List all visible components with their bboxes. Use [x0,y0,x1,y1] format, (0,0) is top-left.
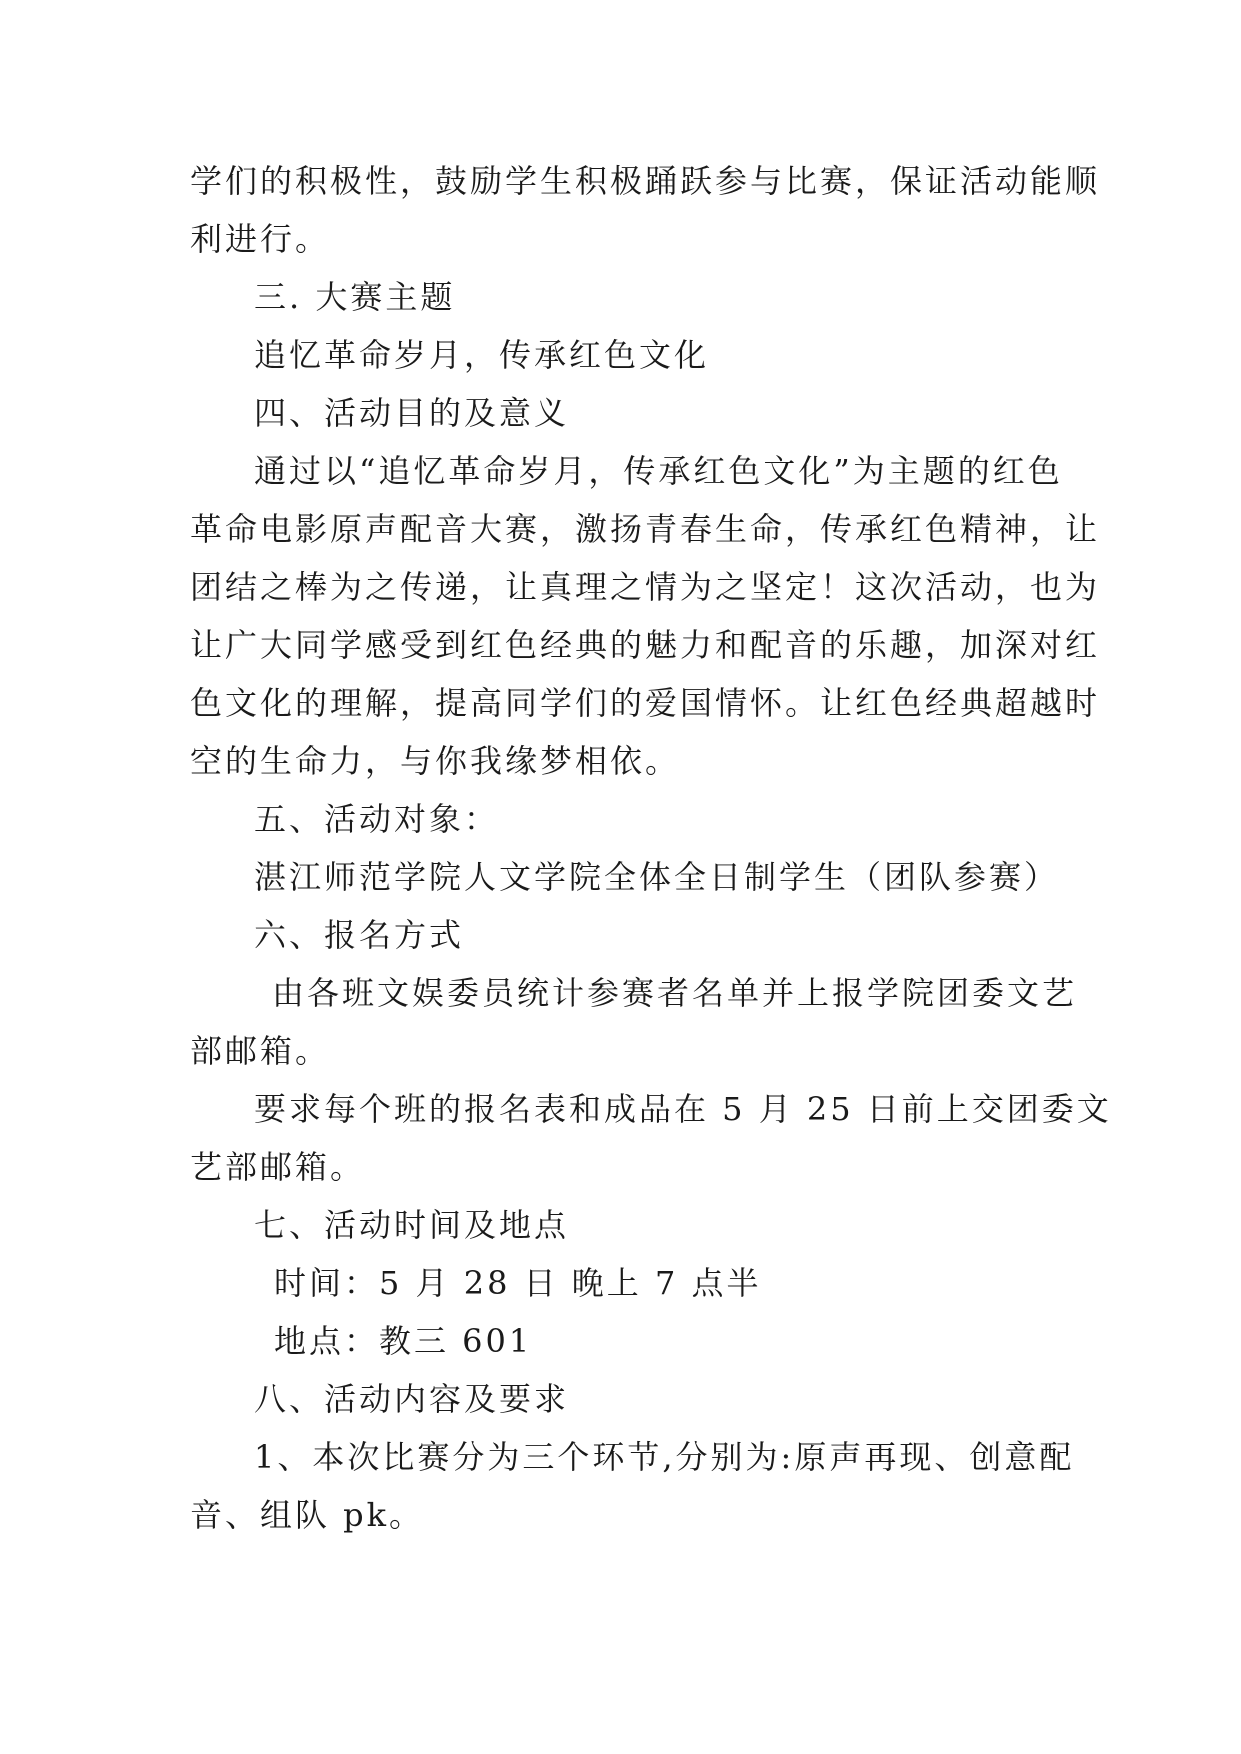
paragraph-line: 空的生命力，与你我缘梦相依。 [190,742,681,780]
paragraph-line: 音、组队 pk。 [190,1496,425,1534]
section-heading-3: 三. 大赛主题 [254,278,456,316]
participants-text: 湛江师范学院人文学院全体全日制学生（团队参赛） [254,858,1060,896]
paragraph-line: 要求每个班的报名表和成品在 5 月 25 日前上交团委文 [254,1090,1112,1128]
paragraph-line: 通过以“追忆革命岁月，传承红色文化”为主题的红色 [254,452,1063,490]
paragraph-line: 革命电影原声配音大赛，激扬青春生命，传承红色精神，让 [190,510,1101,548]
section-heading-4: 四、活动目的及意义 [254,394,570,432]
paragraph-line: 团结之棒为之传递，让真理之情为之坚定！这次活动，也为 [190,568,1101,606]
section-heading-5: 五、活动对象： [254,800,500,838]
paragraph-line: 学们的积极性，鼓励学生积极踊跃参与比赛，保证活动能顺 [190,162,1101,200]
section-heading-8: 八、活动内容及要求 [254,1380,570,1418]
paragraph-line: 1、本次比赛分为三个环节,分别为:原声再现、创意配 [254,1438,1075,1476]
event-location: 地点：教三 601 [274,1322,533,1360]
paragraph-line: 利进行。 [190,220,331,258]
paragraph-line: 由各班文娱委员统计参赛者名单并上报学院团委文艺 [272,974,1078,1012]
paragraph-line: 艺部邮箱。 [190,1148,366,1186]
paragraph-line: 色文化的理解，提高同学们的爱国情怀。让红色经典超越时 [190,684,1101,722]
event-time: 时间：5 月 28 日 晚上 7 点半 [274,1264,762,1302]
paragraph-line: 让广大同学感受到红色经典的魅力和配音的乐趣，加深对红 [190,626,1101,664]
theme-text: 追忆革命岁月，传承红色文化 [254,336,710,374]
paragraph-line: 部邮箱。 [190,1032,331,1070]
document-body [190,152,1112,1544]
section-heading-6: 六、报名方式 [254,916,465,954]
section-heading-7: 七、活动时间及地点 [254,1206,570,1244]
